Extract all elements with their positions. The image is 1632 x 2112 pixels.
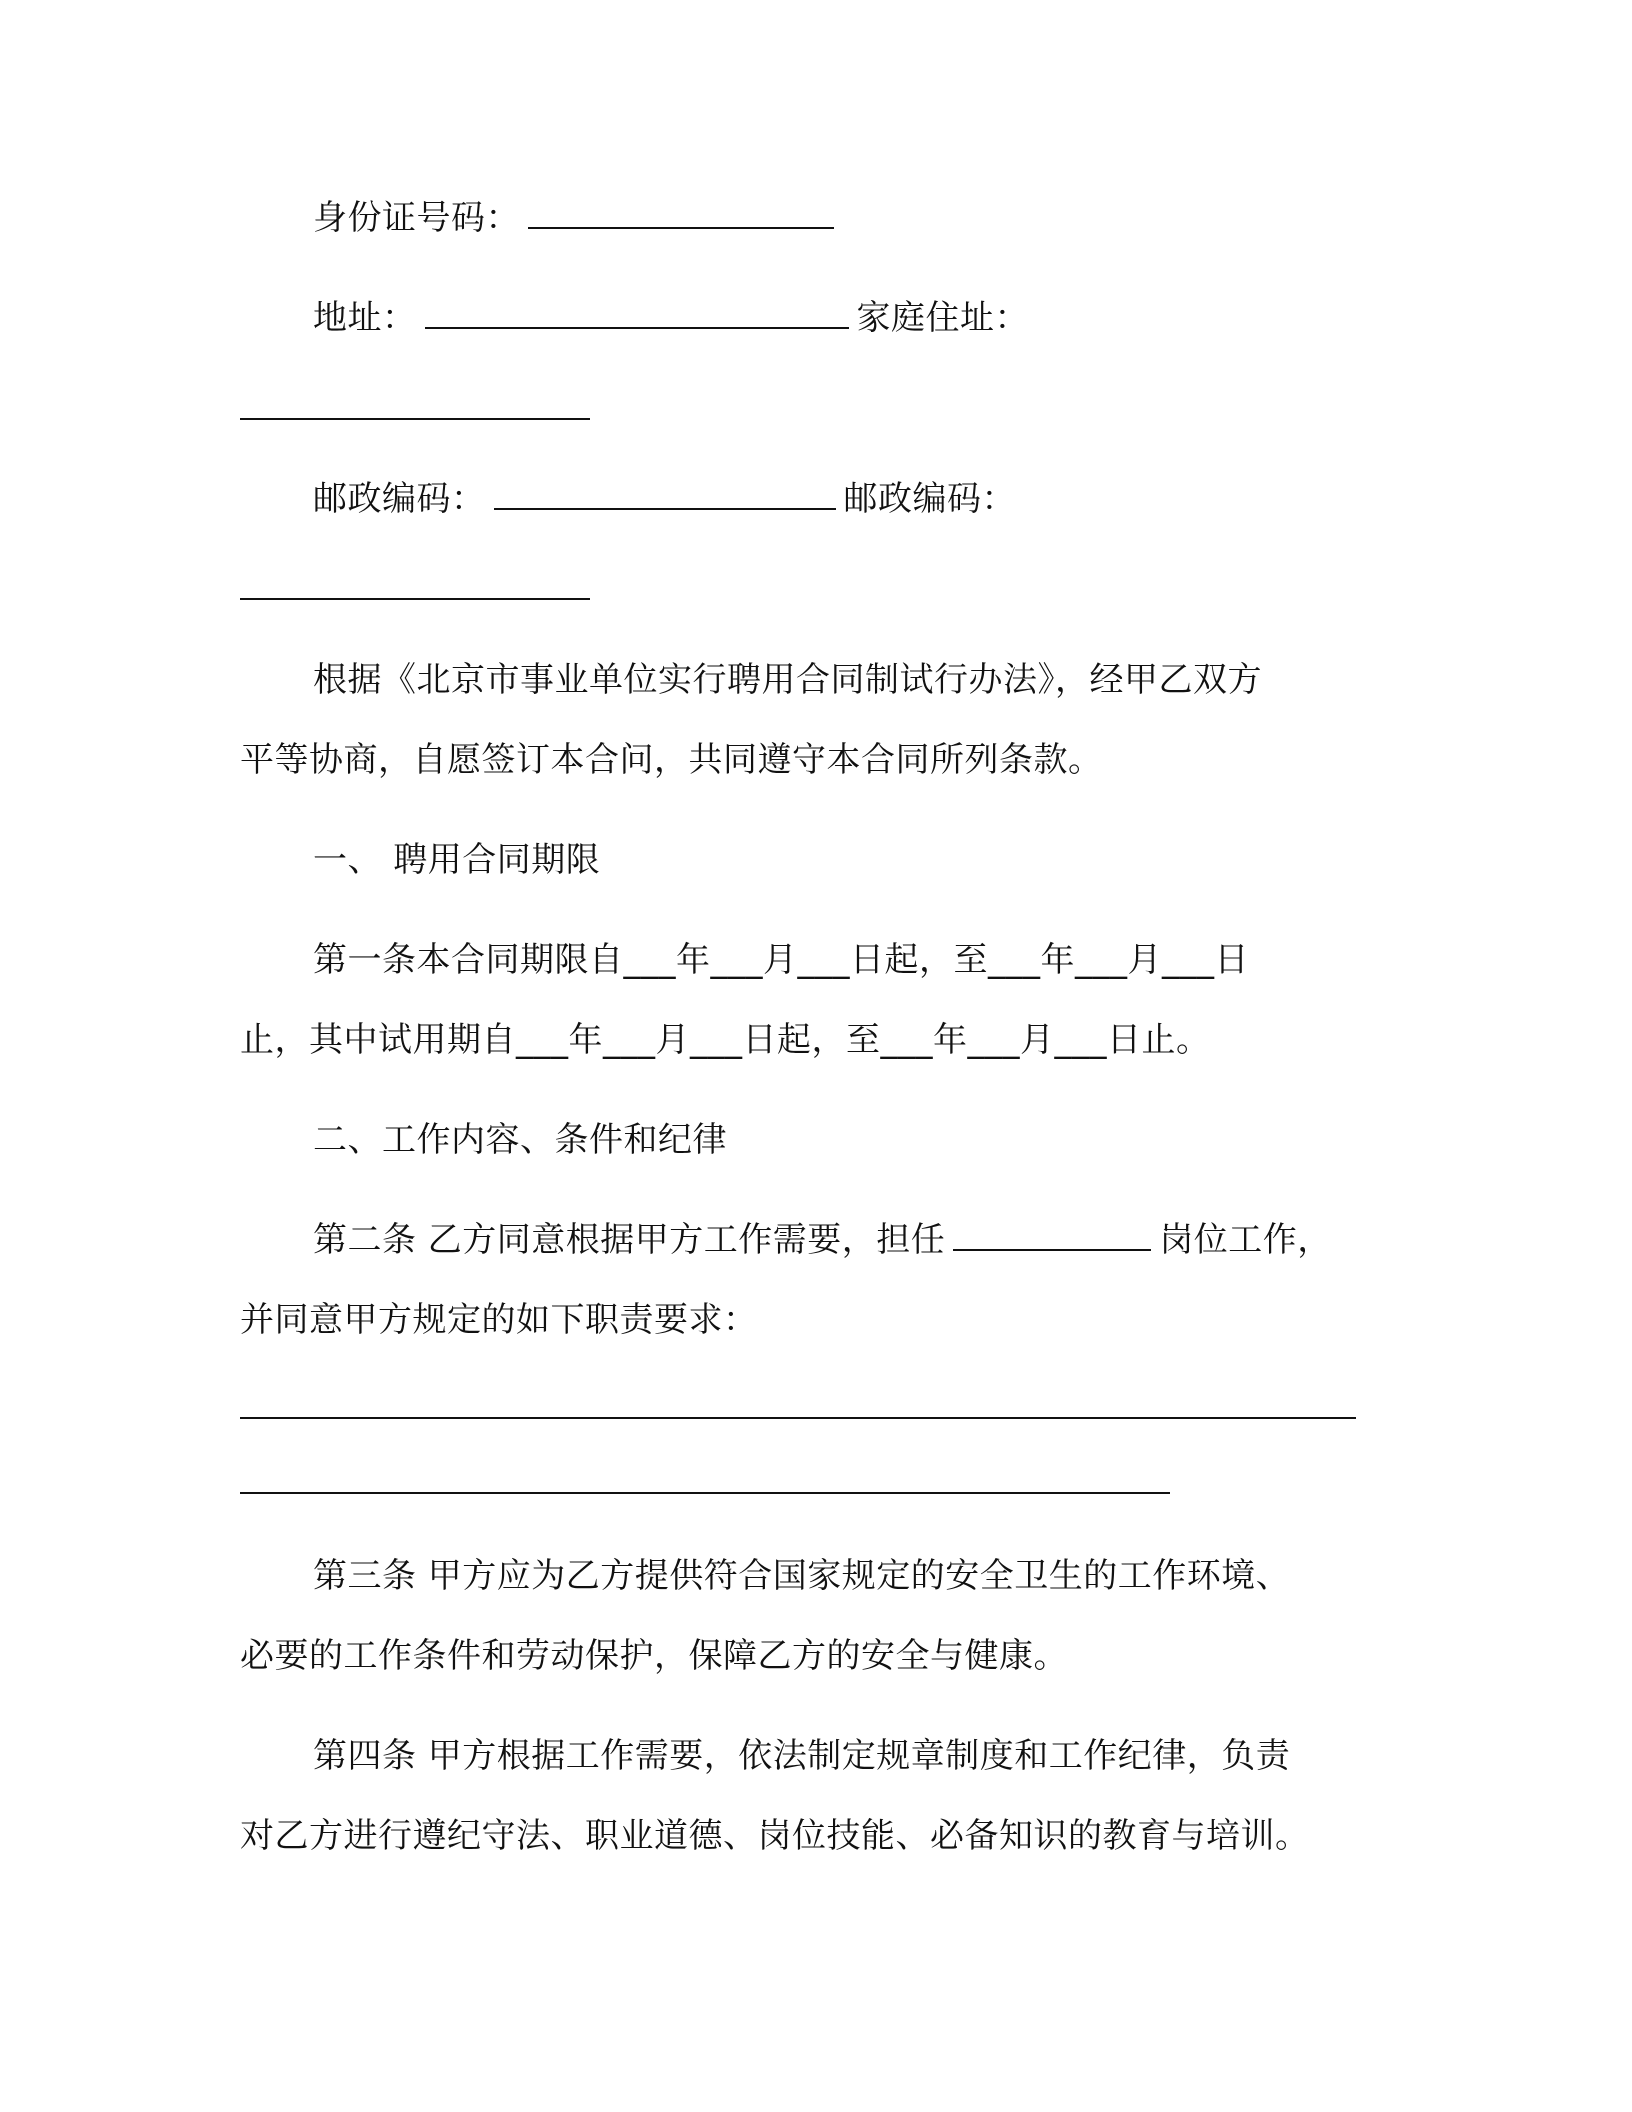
address-blank <box>425 297 849 329</box>
section-1-title: 一、 聘用合同期限 <box>313 840 601 880</box>
post-blank <box>953 1219 1151 1251</box>
preamble-line-2: 平等协商，自愿签订本合问，共同遵守本合同所列条款。 <box>240 740 1103 780</box>
article-3-line-1: 第三条 甲方应为乙方提供符合国家规定的安全卫生的工作环境、 <box>313 1556 1291 1596</box>
section-2-title: 二、工作内容、条件和纪律 <box>313 1120 727 1160</box>
preamble-line-1: 根据《北京市事业单位实行聘用合同制试行办法》，经甲乙双方 <box>313 660 1262 700</box>
address-line <box>313 296 1029 340</box>
home-address-blank <box>240 418 590 420</box>
duties-blank-2 <box>240 1492 1170 1494</box>
article-2-line-1 <box>313 1218 1332 1262</box>
article-2-text-a: 第二条 乙方同意根据甲方工作需要，担任 <box>313 1220 946 1260</box>
postal-code-line <box>313 477 1016 521</box>
article-2-line-2: 并同意甲方规定的如下职责要求： <box>240 1300 758 1340</box>
article-2-text-b: 岗位工作， <box>1159 1220 1332 1260</box>
postal-code-blank-b <box>240 598 590 600</box>
postal-code-label-b: 邮政编码： <box>843 479 1016 519</box>
article-4-line-2: 对乙方进行遵纪守法、职业道德、岗位技能、必备知识的教育与培训。 <box>240 1816 1310 1856</box>
article-3-line-2: 必要的工作条件和劳动保护，保障乙方的安全与健康。 <box>240 1636 1068 1676</box>
article-1-line-2: 止，其中试用期自___年___月___日起，至___年___月___日止。 <box>240 1020 1211 1060</box>
postal-code-label-a: 邮政编码： <box>313 479 486 519</box>
article-1-line-1: 第一条本合同期限自___年___月___日起，至___年___月___日 <box>313 940 1249 980</box>
id-number-label: 身份证号码： <box>313 198 520 238</box>
id-number-line <box>313 196 842 240</box>
postal-code-blank-a <box>494 478 836 510</box>
id-number-blank <box>528 197 834 229</box>
article-4-line-1: 第四条 甲方根据工作需要，依法制定规章制度和工作纪律，负责 <box>313 1736 1291 1776</box>
home-address-label: 家庭住址： <box>856 298 1029 338</box>
duties-blank-1 <box>240 1417 1356 1419</box>
address-label: 地址： <box>313 298 417 338</box>
